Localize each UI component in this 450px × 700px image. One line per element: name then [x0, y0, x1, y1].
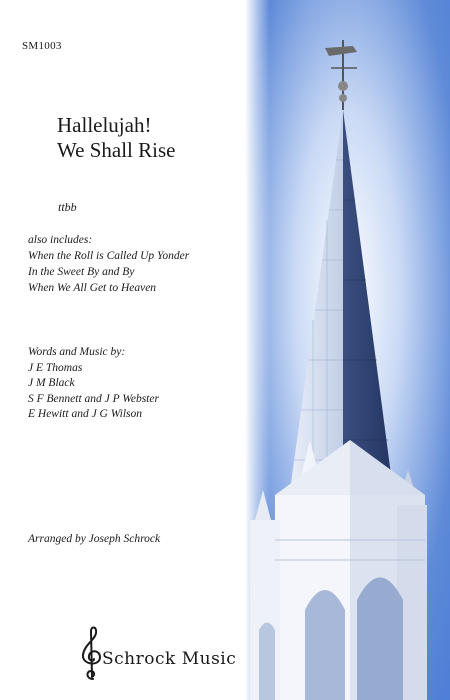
included-song: When We All Get to Heaven: [28, 282, 157, 294]
publisher-logo: [78, 625, 237, 681]
publisher-initial: S: [102, 649, 115, 669]
credit-name: J M Black: [28, 377, 75, 389]
page-title: [57, 113, 175, 163]
publisher-name-rest: chrock Music: [114, 649, 237, 669]
included-song: When the Roll is Called Up Yonder: [28, 250, 190, 262]
includes-heading: also includes:: [28, 234, 93, 246]
credit-name: E Hewitt and J G Wilson: [28, 408, 143, 420]
credits-heading: Words and Music by:: [28, 346, 126, 358]
church-steeple-image: [245, 0, 450, 700]
voicing-label: ttbb: [58, 200, 77, 214]
title-line-1: Hallelujah!: [57, 113, 152, 137]
title-line-2: We Shall Rise: [57, 138, 176, 162]
arranger-credit: Arranged by Joseph Schrock: [28, 533, 161, 545]
catalog-number: SM1003: [22, 40, 62, 52]
included-song: In the Sweet By and By: [28, 266, 135, 278]
credit-name: S F Bennett and J P Webster: [28, 392, 159, 405]
composer-credits: [28, 345, 159, 423]
publisher-name: [102, 649, 236, 669]
also-includes-list: [28, 232, 189, 296]
credit-name: J E Thomas: [28, 361, 83, 374]
